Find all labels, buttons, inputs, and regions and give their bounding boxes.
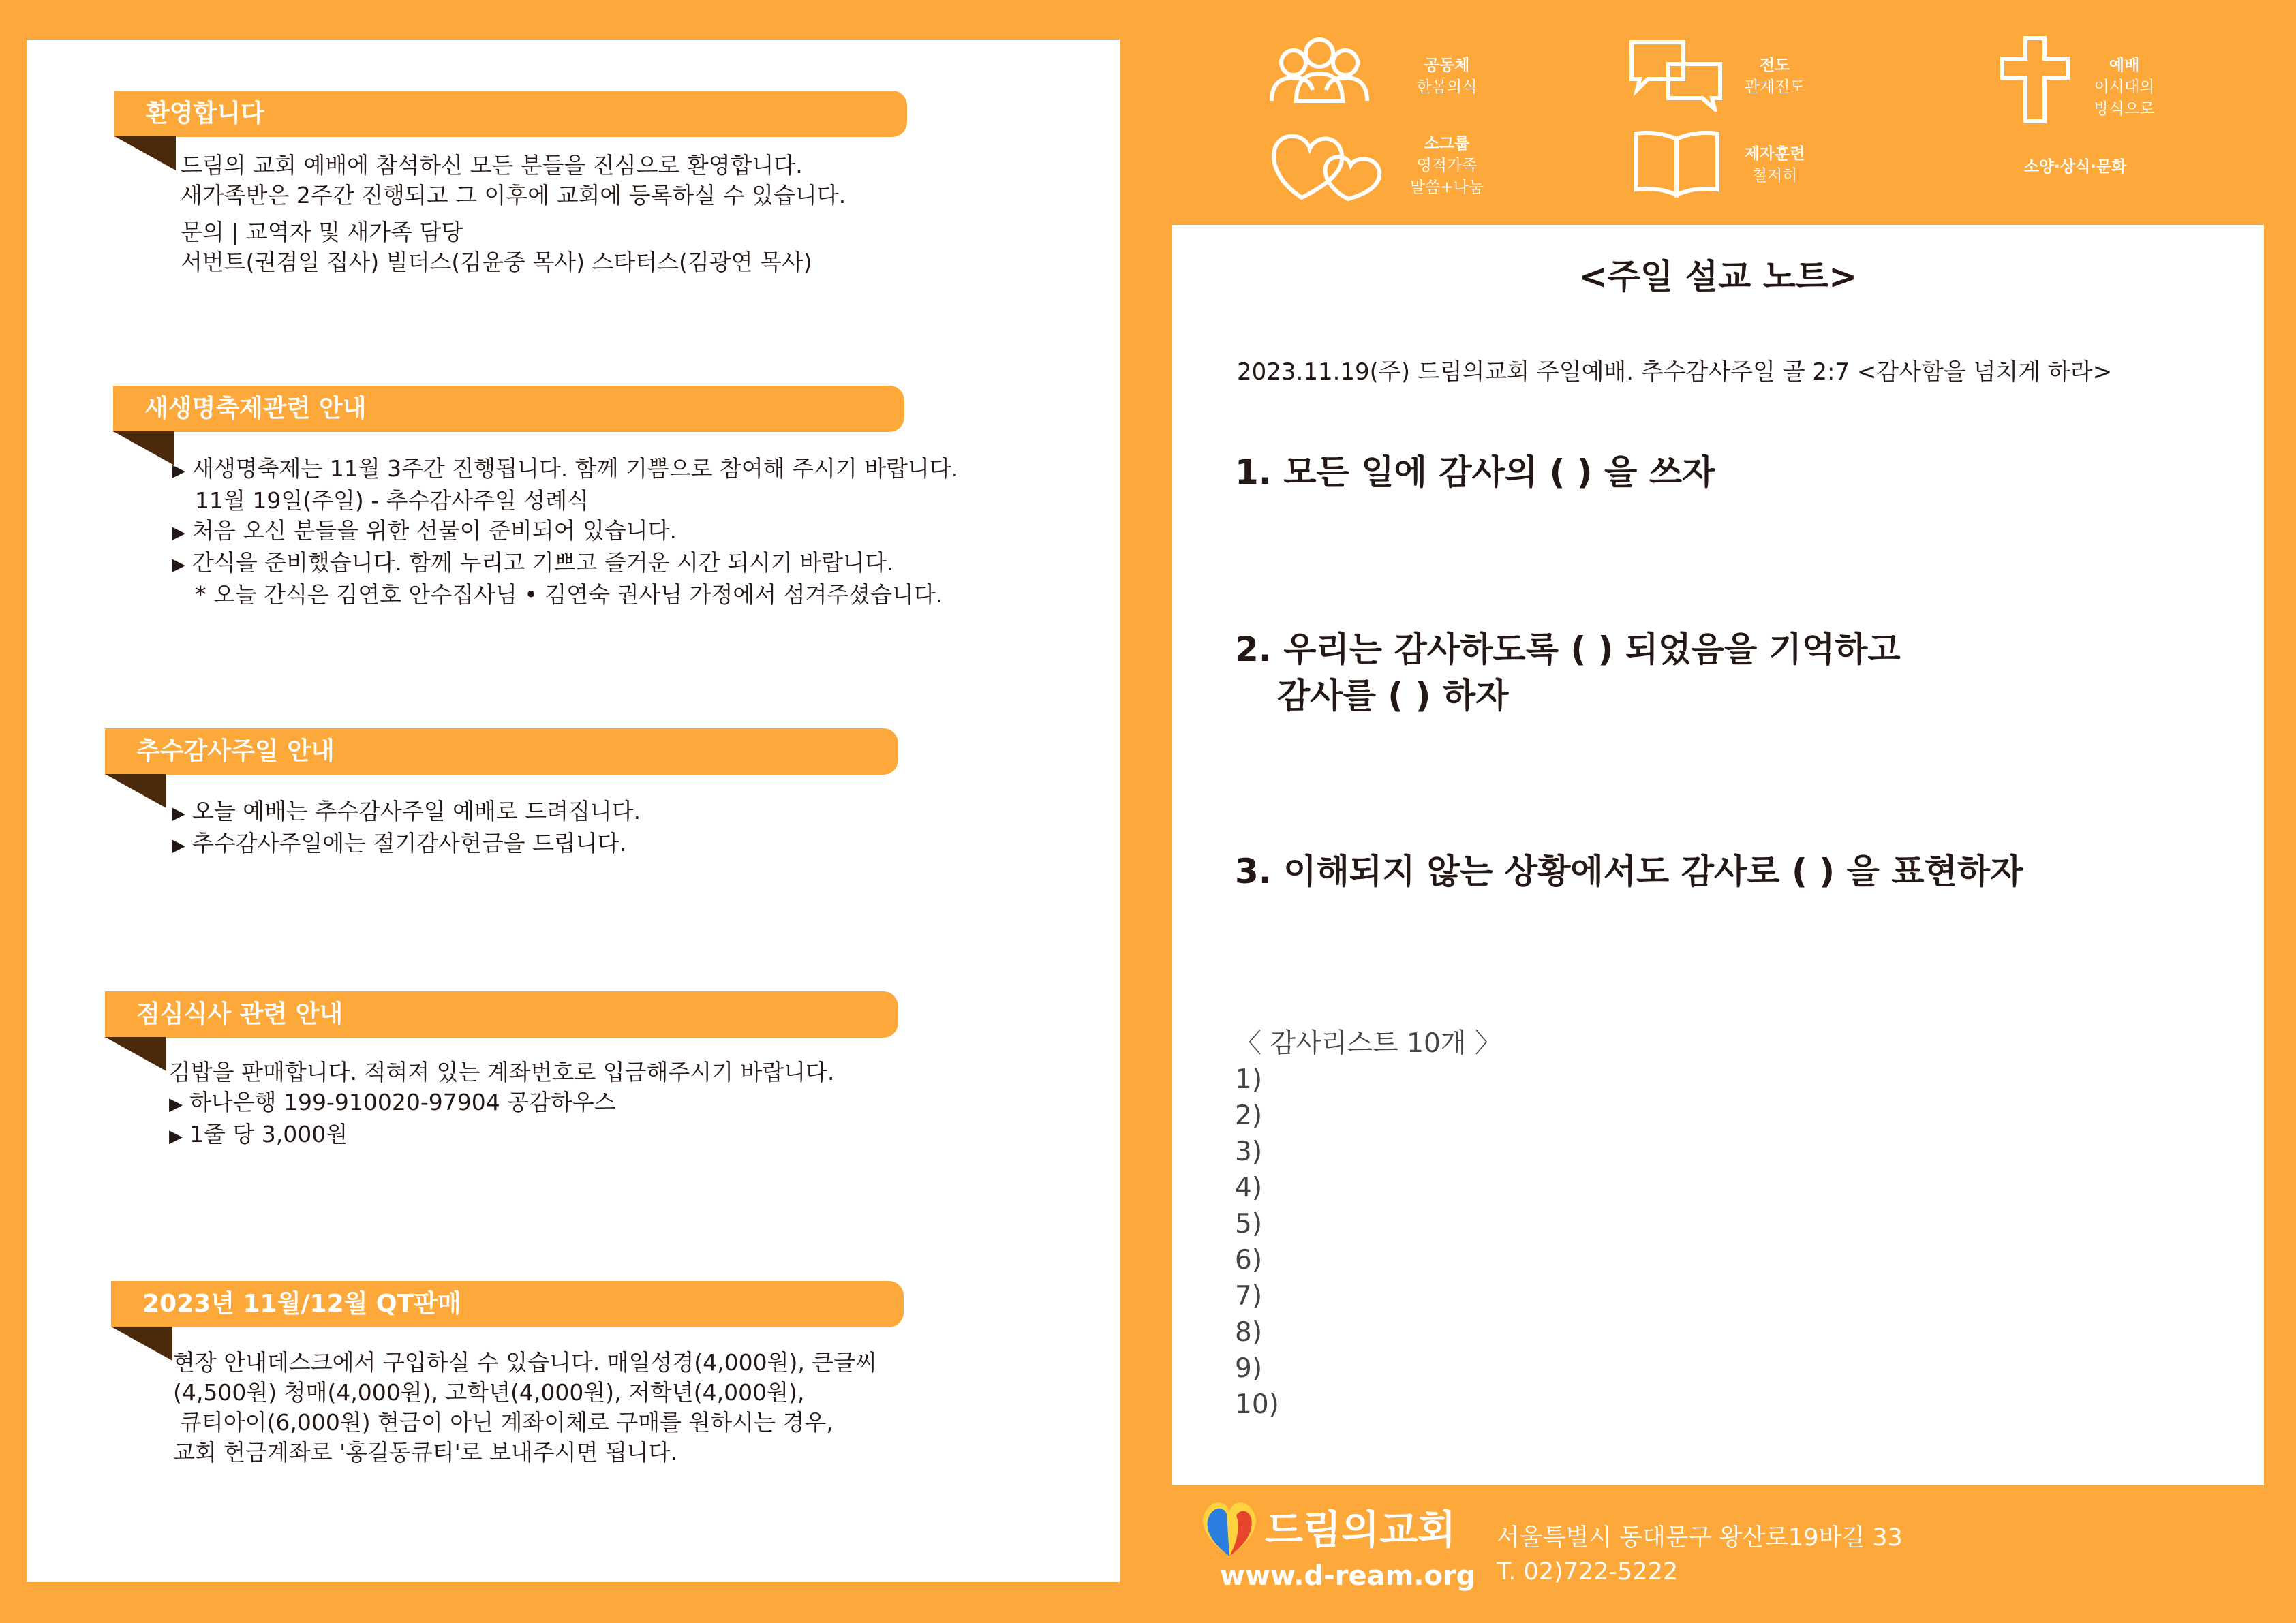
thanks-list-item: 4): [1235, 1173, 1263, 1203]
footer-phone: T. 02)722-5222: [1497, 1558, 1679, 1586]
welcome-line: 드림의 교회 예배에 참석하신 모든 분들을 진심으로 환영합니다.: [181, 152, 803, 179]
header-label-discipleship: 제자훈련 철저히: [1744, 145, 1805, 185]
thanks-list-item: 6): [1235, 1245, 1263, 1276]
section-tab-icon: [111, 1327, 172, 1361]
section-festival-header: [113, 386, 904, 432]
sermon-info: 2023.11.19(주) 드림의교회 주일예배. 추수감사주일 골 2:7 <감사함을 넘치게 하라>: [1237, 358, 2113, 386]
lunch-line: 1줄 당 3,000원: [189, 1121, 348, 1147]
footer-address-line: 서울특별시 동대문구 왕산로19바길 33: [1497, 1524, 1903, 1551]
thanks-list-item: 3): [1235, 1137, 1263, 1167]
section-thanksgiving-title: 추수감사주일 안내: [136, 737, 335, 765]
thanks-list-item: 5): [1235, 1209, 1263, 1239]
church-logo-icon: [1198, 1499, 1261, 1558]
thanksgiving-line: 오늘 예배는 추수감사주일 예배로 드려집니다.: [192, 798, 641, 824]
thanksgiving-line: 추수감사주일에는 절기감사헌금을 드립니다.: [192, 830, 627, 856]
section-qt-header: [111, 1281, 904, 1327]
festival-line: 11월 19일(주일) - 추수감사주일 성례식: [195, 487, 590, 514]
qt-line: 현장 안내데스크에서 구입하실 수 있습니다. 매일성경(4,000원), 큰글씨: [173, 1349, 877, 1376]
section-lunch-header: [105, 991, 898, 1038]
bullet-triangle-icon: ▶: [172, 555, 185, 575]
section-thanksgiving-body: [172, 797, 641, 861]
section-qt-title: 2023년 11월/12월 QT판매: [142, 1290, 461, 1318]
header-label-evangelism: 전도 관계전도: [1744, 57, 1805, 96]
thanks-list-item: 10): [1235, 1389, 1279, 1420]
sermon-point-1: 1. 모든 일에 감사의 ( ) 을 쓰자: [1235, 452, 1715, 492]
thanks-list-item: 2): [1235, 1100, 1263, 1131]
welcome-contact-line: 서번트(권겸일 집사) 빌더스(김윤중 목사) 스타터스(김광연 목사): [181, 249, 812, 275]
section-welcome-header: [114, 91, 907, 137]
section-welcome-body: [181, 151, 846, 277]
sermon-point-2: 2. 우리는 감사하도록 ( ) 되었음을 기억하고: [1235, 630, 1901, 669]
footer-address: [1497, 1521, 1903, 1589]
thanks-list-item: 9): [1235, 1353, 1263, 1384]
thanks-list-item: 1): [1235, 1064, 1263, 1095]
header-label-worship: 예배 이시대의 방식으로: [2094, 57, 2155, 118]
sermon-point-3: 3. 이해되지 않는 상황에서도 감사로 ( ) 을 표현하자: [1235, 852, 2023, 891]
section-tab-icon: [113, 431, 174, 465]
sermon-point-2b: 감사를 ( ) 하자: [1277, 676, 1509, 715]
speech-bubbles-icon: [1627, 37, 1724, 112]
festival-line: 처음 오신 분들을 위한 선물이 준비되어 있습니다.: [192, 517, 677, 544]
bullet-triangle-icon: ▶: [172, 803, 185, 824]
section-lunch-body: [169, 1057, 835, 1151]
qt-line: 교회 헌금계좌로 '홍길동큐티'로 보내주시면 됩니다.: [173, 1439, 678, 1466]
hearts-icon: [1268, 131, 1383, 202]
header-label-community: 공동체 한몸의식: [1416, 57, 1478, 96]
section-tab-icon: [114, 136, 176, 170]
section-welcome-title: 환영합니다: [146, 99, 264, 127]
lunch-line: 김밥을 판매합니다. 적혀져 있는 계좌번호로 입금해주시기 바랍니다.: [169, 1059, 835, 1085]
section-lunch-title: 점심식사 관련 안내: [136, 1000, 343, 1028]
section-festival-body: [172, 454, 958, 610]
welcome-line: 새가족반은 2주간 진행되고 그 이후에 교회에 등록하실 수 있습니다.: [181, 182, 846, 208]
section-qt-body: [173, 1348, 877, 1468]
qt-line: (4,500원) 청매(4,000원), 고학년(4,000원), 저학년(4,000원),: [173, 1379, 805, 1406]
thanks-list-item: 7): [1235, 1281, 1263, 1312]
festival-line: * 오늘 간식은 김연호 안수집사님 • 김연숙 권사님 가정에서 섬겨주셨습니다.: [195, 581, 943, 608]
header-label-culture: 소양·상식·문화: [2023, 158, 2127, 176]
festival-line: 간식을 준비했습니다. 함께 누리고 기쁘고 즐거운 시간 되시기 바랍니다.: [192, 549, 894, 576]
footer-url[interactable]: www.d-ream.org: [1220, 1560, 1476, 1592]
section-tab-icon: [105, 1037, 166, 1071]
welcome-contact-line: 문의 | 교역자 및 새가족 담당: [181, 219, 463, 245]
bullet-triangle-icon: ▶: [172, 523, 185, 543]
thanks-list-title: 〈 감사리스트 10개 〉: [1235, 1028, 1501, 1059]
section-festival-title: 새생명축제관련 안내: [144, 395, 367, 422]
qt-line: 큐티아이(6,000원) 현금이 아닌 계좌이체로 구매를 원하시는 경우,: [180, 1409, 833, 1436]
bullet-triangle-icon: ▶: [169, 1126, 183, 1147]
section-tab-icon: [105, 774, 166, 808]
sermon-title: <주일 설교 노트>: [1578, 257, 1858, 296]
people-icon: [1269, 35, 1370, 104]
thanks-list: [1235, 1025, 1501, 1423]
bullet-triangle-icon: ▶: [169, 1094, 183, 1115]
lunch-line: 하나은행 199-910020-97904 공감하우스: [189, 1089, 616, 1115]
bullet-triangle-icon: ▶: [172, 835, 185, 856]
footer-logo-text: 드림의교회: [1265, 1506, 1456, 1553]
bullet-triangle-icon: ▶: [172, 461, 185, 481]
header-label-smallgroup: 소그룹 영적가족 말씀+나눔: [1409, 135, 1484, 196]
festival-line: 새생명축제는 11월 3주간 진행됩니다. 함께 기쁨으로 참여해 주시기 바랍니다.: [192, 455, 959, 482]
thanks-list-item: 8): [1235, 1317, 1263, 1348]
cross-icon: [2000, 35, 2070, 124]
section-thanksgiving-header: [105, 728, 898, 775]
book-icon: [1632, 128, 1721, 198]
